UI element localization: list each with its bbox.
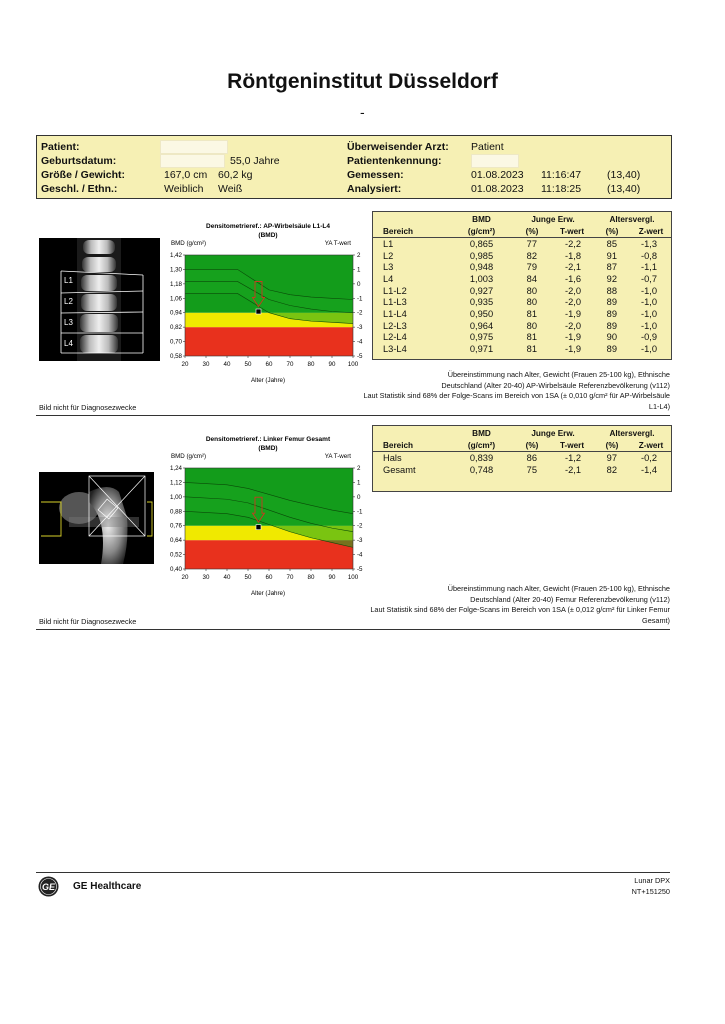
y-tick-label: 0,64	[169, 537, 182, 545]
analyzed-time: 11:18:25	[541, 183, 582, 195]
y-tick-label: 1,06	[169, 295, 182, 303]
femur-table	[373, 427, 671, 475]
femur-chart	[163, 435, 371, 607]
cell-t-score: -1,2	[564, 452, 581, 463]
t-tick-label: 2	[357, 465, 361, 472]
x-tick-label: 90	[328, 361, 336, 368]
th-pct: (%)	[525, 440, 539, 450]
th-unit: (g/cm²)	[467, 226, 496, 236]
table-row	[373, 343, 671, 355]
femur-note-2: Deutschland (Alter 20-40) Femur Referenzbevölkerung (v112)	[470, 594, 670, 604]
spine-note-4: L1-L4)	[648, 401, 670, 411]
cell-am-pct: 88	[606, 285, 617, 296]
t-tick-label: -3	[357, 324, 363, 332]
t-tick-label: -5	[357, 353, 363, 360]
vertebra-label-l4: L4	[64, 339, 73, 348]
spine-results-table	[372, 211, 672, 360]
x-tick-label: 70	[286, 361, 294, 368]
spine-note-3: Laut Statistik sind 68% der Folge-Scans im Bereich von 1SA (± 0,010 g/cm² für AP-Wirbelsäule	[363, 391, 670, 400]
cell-z-score: -1,0	[640, 285, 657, 296]
t-tick-label: 1	[357, 266, 361, 274]
t-tick-label: -1	[357, 508, 363, 516]
cell-am-pct: 89	[606, 344, 617, 355]
redacted-id	[471, 154, 519, 168]
cell-bmd: 0,971	[469, 344, 494, 355]
chart-xlabel: Alter (Jahre)	[250, 590, 286, 597]
cell-ya-pct: 81	[526, 344, 537, 355]
y-tick-label: 1,42	[169, 252, 182, 259]
cell-region: L1	[383, 238, 394, 249]
x-tick-label: 30	[202, 574, 210, 581]
t-tick-label: -2	[357, 309, 363, 317]
redacted-dob	[160, 154, 225, 168]
cell-region: L1-L3	[383, 297, 407, 308]
y-tick-label: 0,40	[169, 566, 182, 573]
spine-scan-image	[39, 238, 160, 361]
cell-bmd: 0,865	[469, 238, 494, 249]
femur-disclaimer: Bild nicht für Diagnosezwecke	[39, 617, 137, 626]
femur-notes	[330, 584, 670, 626]
t-tick-label: 0	[357, 493, 361, 501]
t-tick-label: -1	[357, 295, 363, 303]
chart-subtitle: (BMD)	[258, 445, 278, 452]
th-t-score: T-wert	[559, 226, 585, 236]
weight-value: 60,2 kg	[218, 169, 253, 181]
y-tick-label: 1,30	[169, 266, 182, 274]
cell-am-pct: 87	[606, 262, 617, 273]
y-tick-label: 0,88	[169, 508, 182, 516]
y-tick-label: 0,70	[169, 338, 182, 346]
cell-ya-pct: 82	[526, 250, 537, 261]
cell-t-score: -1,9	[564, 344, 581, 355]
footer-divider	[36, 872, 670, 873]
x-tick-label: 80	[307, 361, 315, 368]
patient-id-label: Patientenkennung:	[347, 155, 442, 167]
y-tick-label: 0,82	[169, 324, 182, 332]
cell-region: L4	[383, 273, 394, 284]
th-t-score: T-wert	[559, 440, 585, 450]
th-pct: (%)	[525, 226, 539, 236]
height-value: 167,0 cm	[164, 169, 208, 181]
table-row	[373, 308, 671, 320]
cell-bmd: 0,964	[469, 320, 494, 331]
x-tick-label: 100	[347, 574, 359, 581]
femur-note-4: Gesamt)	[642, 615, 670, 625]
measured-date: 01.08.2023	[471, 169, 524, 181]
t-tick-label: -4	[357, 551, 363, 559]
cell-bmd: 0,748	[469, 464, 494, 475]
y-tick-label: 0,94	[169, 309, 182, 317]
cell-t-score: -2,1	[564, 262, 581, 273]
cell-z-score: -1,3	[640, 238, 657, 249]
referring-doctor-label: Überweisender Arzt:	[347, 141, 449, 153]
y-tick-label: 0,52	[169, 551, 182, 559]
cell-t-score: -1,6	[564, 273, 581, 284]
referring-doctor-value: Patient	[471, 141, 504, 153]
x-tick-label: 70	[286, 574, 294, 581]
cell-region: L3-L4	[383, 344, 407, 355]
plot-area	[185, 468, 353, 569]
x-tick-label: 80	[307, 574, 315, 581]
x-tick-label: 90	[328, 574, 336, 581]
chart-subtitle: (BMD)	[258, 232, 278, 239]
cell-bmd: 0,927	[469, 285, 494, 296]
y-tick-label: 0,58	[169, 353, 182, 360]
cell-t-score: -1,8	[564, 250, 581, 261]
cell-z-score: -1,4	[640, 464, 657, 475]
t-tick-label: -4	[357, 338, 363, 346]
redacted-name	[160, 140, 228, 154]
brand-name: GE Healthcare	[73, 881, 142, 892]
measured-time: 11:16:47	[541, 169, 582, 181]
patient-label: Patient:	[41, 141, 80, 153]
table-row	[373, 452, 671, 464]
cell-am-pct: 97	[606, 452, 617, 463]
ge-logo-text: GE	[41, 882, 56, 892]
th-bmd: BMD	[472, 214, 491, 224]
x-tick-label: 50	[244, 361, 252, 368]
cell-t-score: -1,9	[564, 332, 581, 343]
y-tick-label: 1,00	[169, 493, 182, 501]
femur-note-3: Laut Statistik sind 68% der Folge-Scans im Bereich von 1SA (± 0,012 g/cm² für Linker Femur	[370, 605, 670, 614]
cell-ya-pct: 80	[526, 320, 537, 331]
cell-z-score: -1,0	[640, 344, 657, 355]
t-tick-label: -5	[357, 566, 363, 573]
cell-ya-pct: 77	[526, 238, 537, 249]
chart-title: Densitometrieref.: AP-Wirbelsäule L1-L4	[206, 223, 330, 230]
cell-bmd: 0,935	[469, 297, 494, 308]
spine-disclaimer: Bild nicht für Diagnosezwecke	[39, 403, 137, 412]
cell-z-score: -1,0	[640, 297, 657, 308]
measured-version: (13,40)	[607, 169, 641, 181]
table-row	[373, 296, 671, 308]
th-unit: (g/cm²)	[467, 440, 496, 450]
cell-z-score: -1,0	[640, 308, 657, 319]
sex-ethnicity-label: Geschl. / Ethn.:	[41, 183, 118, 195]
age-value: 55,0 Jahre	[230, 155, 280, 167]
x-tick-label: 60	[265, 361, 273, 368]
cell-am-pct: 92	[606, 273, 617, 284]
th-z-score: Z-wert	[638, 440, 664, 450]
cell-ya-pct: 81	[526, 332, 537, 343]
th-young-adult: Junge Erw.	[531, 428, 575, 438]
table-row	[373, 320, 671, 332]
section-divider	[36, 629, 670, 630]
cell-ya-pct: 84	[526, 273, 537, 284]
table-row	[373, 285, 671, 297]
chart-xlabel: Alter (Jahre)	[250, 377, 286, 384]
t-tick-label: 0	[357, 280, 361, 288]
spine-note-1: Übereinstimmung nach Alter, Gewicht (Frauen 25-100 kg), Ethnische	[447, 370, 670, 379]
table-row	[373, 261, 671, 273]
zone-band	[185, 540, 353, 569]
t-tick-label: 1	[357, 479, 361, 487]
measured-label: Gemessen:	[347, 169, 404, 181]
femur-chart-svg	[163, 435, 371, 607]
analyzed-date: 01.08.2023	[471, 183, 524, 195]
table-row	[373, 273, 671, 285]
title-dash: -	[360, 104, 365, 120]
femur-note-1: Übereinstimmung nach Alter, Gewicht (Frauen 25-100 kg), Ethnische	[447, 584, 670, 593]
cell-region: L2	[383, 250, 394, 261]
cell-am-pct: 90	[606, 332, 617, 343]
th-bmd: BMD	[472, 428, 491, 438]
patient-point	[256, 525, 261, 530]
cell-bmd: 1,003	[469, 273, 494, 284]
cell-bmd: 0,948	[469, 262, 494, 273]
table-row	[373, 238, 671, 250]
cell-ya-pct: 80	[526, 297, 537, 308]
analyzed-version: (13,40)	[607, 183, 641, 195]
dob-label: Geburtsdatum:	[41, 155, 117, 167]
chart-y2label: YA T-wert	[324, 453, 351, 460]
cell-region: Gesamt	[383, 464, 416, 475]
spine-chart-svg	[163, 222, 371, 394]
table-row	[373, 250, 671, 262]
spine-table	[373, 213, 671, 355]
cell-z-score: -0,9	[640, 332, 657, 343]
cell-t-score: -2,1	[564, 464, 581, 475]
cell-region: L2-L3	[383, 320, 407, 331]
section-divider	[36, 415, 670, 416]
spine-chart	[163, 222, 371, 394]
cell-region: Hals	[383, 452, 402, 463]
device-model: Lunar DPX	[634, 876, 670, 885]
vertebra-label-l2: L2	[64, 297, 73, 306]
vertebra-label-l3: L3	[64, 318, 73, 327]
cell-region: L1-L2	[383, 285, 407, 296]
spine-notes	[330, 370, 670, 412]
cell-ya-pct: 79	[526, 262, 537, 273]
cell-ya-pct: 86	[526, 452, 537, 463]
cell-ya-pct: 75	[526, 464, 537, 475]
t-tick-label: 2	[357, 252, 361, 259]
chart-ylabel: BMD (g/cm²)	[171, 453, 207, 460]
patient-point	[256, 309, 261, 314]
ge-logo-icon	[38, 876, 59, 897]
th-region: Bereich	[383, 440, 414, 450]
cell-am-pct: 89	[606, 320, 617, 331]
th-pct2: (%)	[605, 440, 619, 450]
cell-bmd: 0,975	[469, 332, 494, 343]
cell-bmd: 0,985	[469, 250, 494, 261]
cell-am-pct: 91	[606, 250, 617, 261]
x-tick-label: 20	[181, 574, 189, 581]
analyzed-label: Analysiert:	[347, 183, 402, 195]
y-tick-label: 1,24	[169, 465, 182, 472]
x-tick-label: 60	[265, 574, 273, 581]
y-tick-label: 1,12	[169, 479, 182, 487]
cell-am-pct: 85	[606, 238, 617, 249]
chart-title: Densitometrieref.: Linker Femur Gesamt	[205, 436, 331, 443]
device-serial: NT+151250	[631, 887, 670, 896]
th-age-matched: Altersvergl.	[609, 428, 655, 438]
size-weight-label: Größe / Gewicht:	[41, 169, 126, 181]
t-tick-label: -3	[357, 537, 363, 545]
cell-t-score: -2,0	[564, 285, 581, 296]
x-tick-label: 50	[244, 574, 252, 581]
x-tick-label: 30	[202, 361, 210, 368]
cell-am-pct: 82	[606, 464, 617, 475]
th-young-adult: Junge Erw.	[531, 214, 575, 224]
cell-ya-pct: 80	[526, 285, 537, 296]
vertebra-label-l1: L1	[64, 276, 73, 285]
device-info	[560, 875, 670, 897]
t-tick-label: -2	[357, 522, 363, 530]
th-region: Bereich	[383, 226, 414, 236]
cell-am-pct: 89	[606, 297, 617, 308]
cell-bmd: 0,950	[469, 308, 494, 319]
cell-bmd: 0,839	[469, 452, 494, 463]
cell-z-score: -0,2	[640, 452, 657, 463]
cell-t-score: -2,0	[564, 297, 581, 308]
cell-region: L3	[383, 262, 394, 273]
table-row	[373, 464, 671, 476]
cell-z-score: -1,1	[640, 262, 657, 273]
plot-area	[185, 255, 353, 356]
y-tick-label: 0,76	[169, 522, 182, 530]
chart-ylabel: BMD (g/cm²)	[171, 240, 207, 247]
cell-am-pct: 89	[606, 308, 617, 319]
chart-y2label: YA T-wert	[324, 240, 351, 247]
zone-band	[185, 327, 353, 356]
spine-note-2: Deutschland (Alter 20-40) AP-Wirbelsäule Referenzbevölkerung (v112)	[441, 380, 670, 390]
cell-region: L2-L4	[383, 332, 407, 343]
x-tick-label: 40	[223, 574, 231, 581]
table-row	[373, 332, 671, 344]
th-age-matched: Altersvergl.	[609, 214, 655, 224]
cell-t-score: -1,9	[564, 308, 581, 319]
th-pct2: (%)	[605, 226, 619, 236]
femur-scan-image	[39, 472, 154, 564]
cell-t-score: -2,2	[564, 238, 581, 249]
cell-ya-pct: 81	[526, 308, 537, 319]
x-tick-label: 40	[223, 361, 231, 368]
patient-info-box	[36, 135, 672, 199]
x-tick-label: 100	[347, 361, 359, 368]
cell-z-score: -0,7	[640, 273, 657, 284]
x-tick-label: 20	[181, 361, 189, 368]
femur-results-table	[372, 425, 672, 492]
cell-t-score: -2,0	[564, 320, 581, 331]
th-z-score: Z-wert	[638, 226, 664, 236]
page-title: Röntgeninstitut Düsseldorf	[227, 70, 498, 93]
cell-z-score: -1,0	[640, 320, 657, 331]
sex-value: Weiblich	[164, 183, 204, 195]
cell-z-score: -0,8	[640, 250, 657, 261]
cell-region: L1-L4	[383, 308, 407, 319]
ethnicity-value: Weiß	[218, 183, 243, 195]
y-tick-label: 1,18	[169, 280, 182, 288]
